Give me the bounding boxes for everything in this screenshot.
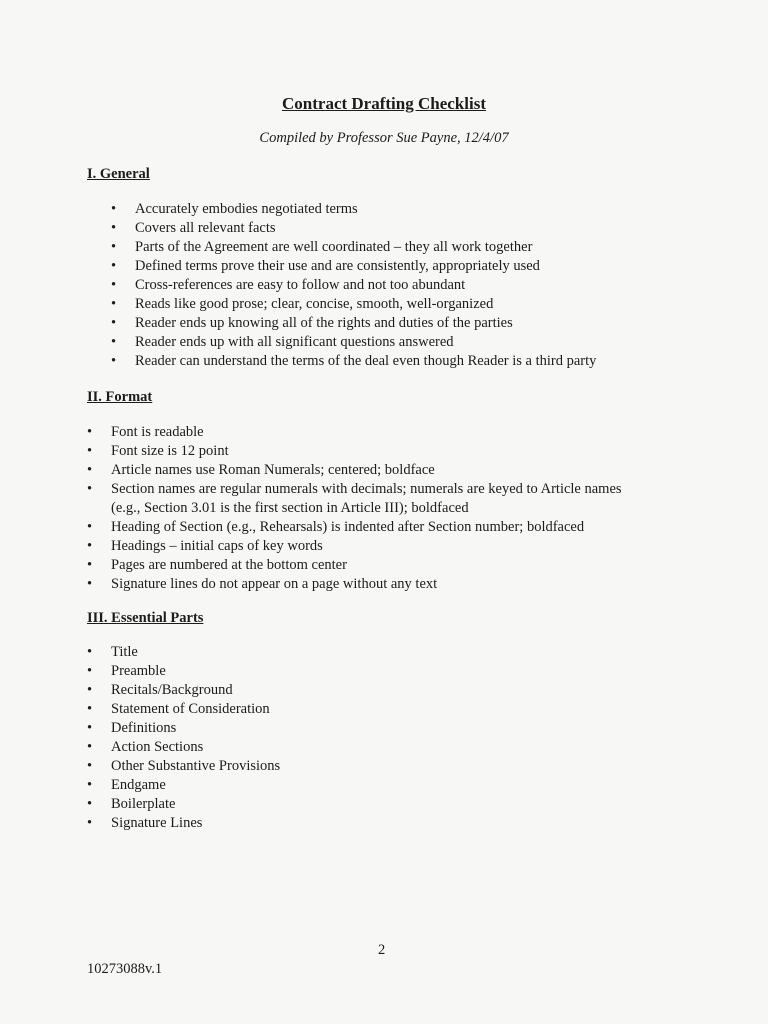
list-item: • Action Sections	[87, 739, 204, 755]
bullet-icon: •	[87, 462, 93, 478]
bullet-icon: •	[111, 239, 117, 255]
bullet-icon: •	[111, 334, 117, 350]
list-item: • Recitals/Background	[87, 682, 233, 698]
format-checklist	[87, 423, 622, 594]
document-subtitle: Compiled by Professor Sue Payne, 12/4/07	[259, 130, 509, 146]
list-item: • Other Substantive Provisions	[87, 758, 281, 774]
list-item: • Reads like good prose; clear, concise, smooth, well-organized	[111, 296, 494, 312]
list-item: • Boilerplate	[87, 796, 176, 812]
bullet-icon: •	[87, 538, 93, 554]
list-item: • Cross-references are easy to follow and not too abundant	[111, 277, 466, 293]
document-title: Contract Drafting Checklist	[282, 94, 486, 113]
bullet-icon: •	[87, 720, 93, 736]
section-heading-format: II. Format	[87, 389, 153, 405]
list-item: • Signature lines do not appear on a page without any text	[87, 576, 438, 592]
list-item: • Pages are numbered at the bottom center	[87, 557, 347, 573]
bullet-icon: •	[87, 424, 93, 440]
document-id: 10273088v.1	[87, 961, 163, 977]
list-item: • Preamble	[87, 663, 166, 679]
list-item: • Signature Lines	[87, 815, 203, 831]
general-checklist	[111, 200, 596, 371]
bullet-icon: •	[87, 701, 93, 717]
list-item: • Headings – initial caps of key words	[87, 538, 323, 554]
bullet-icon: •	[111, 353, 117, 369]
list-item: • Reader ends up with all significant questions answered	[111, 334, 454, 350]
bullet-icon: •	[87, 644, 93, 660]
list-item: • Heading of Section (e.g., Rehearsals) is indented after Section number; boldfaced	[87, 519, 585, 535]
list-item: • Accurately embodies negotiated terms	[111, 201, 358, 217]
bullet-icon: •	[87, 796, 93, 812]
list-item: • Font is readable	[87, 424, 204, 440]
list-item: • Article names use Roman Numerals; centered; boldface	[87, 462, 435, 478]
bullet-icon: •	[87, 682, 93, 698]
bullet-icon: •	[111, 315, 117, 331]
bullet-icon: •	[87, 557, 93, 573]
bullet-icon: •	[87, 663, 93, 679]
section-heading-essential-parts: III. Essential Parts	[87, 610, 204, 626]
bullet-icon: •	[87, 758, 93, 774]
list-item: • Statement of Consideration	[87, 701, 270, 717]
list-item: • Defined terms prove their use and are consistently, appropriately used	[111, 258, 540, 274]
list-item: • Title	[87, 644, 138, 660]
bullet-icon: •	[111, 201, 117, 217]
list-item: • Reader can understand the terms of the deal even though Reader is a third party	[111, 353, 597, 369]
bullet-icon: •	[87, 519, 93, 535]
section-heading-general: I. General	[87, 166, 150, 182]
bullet-icon: •	[111, 258, 117, 274]
bullet-icon: •	[87, 576, 93, 592]
essential-parts-checklist	[87, 643, 280, 833]
bullet-icon: •	[87, 815, 93, 831]
page-number: 2	[378, 942, 386, 958]
list-item: • Reader ends up knowing all of the rights and duties of the parties	[111, 315, 513, 331]
list-item: • Parts of the Agreement are well coordinated – they all work together	[111, 239, 533, 255]
bullet-icon: •	[87, 481, 93, 497]
list-item: • Covers all relevant facts	[111, 220, 276, 236]
bullet-icon: •	[111, 277, 117, 293]
list-item: • Definitions	[87, 720, 177, 736]
bullet-icon: •	[111, 296, 117, 312]
bullet-icon: •	[87, 777, 93, 793]
list-item: • Endgame	[87, 777, 166, 793]
list-item: • Font size is 12 point	[87, 443, 229, 459]
bullet-icon: •	[111, 220, 117, 236]
bullet-icon: •	[87, 739, 93, 755]
list-item: • Section names are regular numerals with decimals; numerals are keyed to Article names (e.g., Section 3.01 is the first section in Article III); boldfaced	[87, 481, 622, 516]
bullet-icon: •	[87, 443, 93, 459]
